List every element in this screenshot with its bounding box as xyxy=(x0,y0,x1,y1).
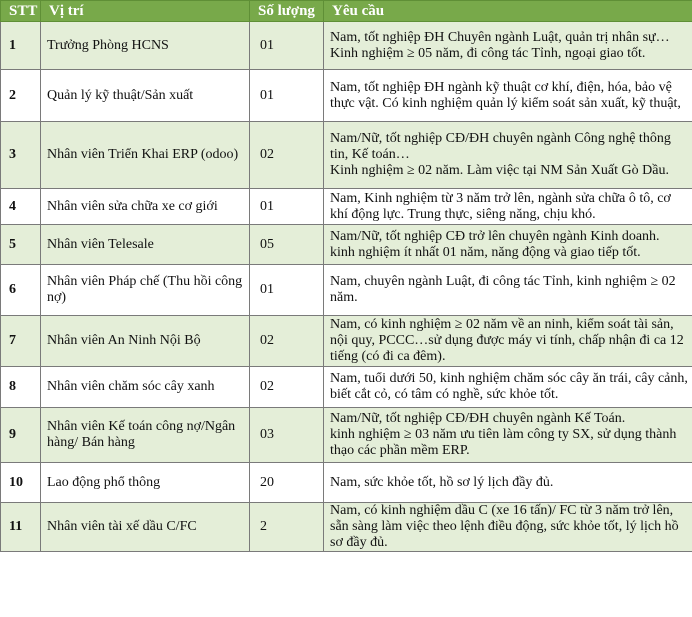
requirement-line: Nam/Nữ, tốt nghiệp CĐ/ĐH chuyên ngành Kế Toán. xyxy=(330,411,626,426)
table-row xyxy=(1,225,692,265)
row-stt: 7 xyxy=(1,316,41,367)
row-position: Trưởng Phòng HCNS xyxy=(41,22,250,70)
row-stt: 3 xyxy=(1,122,41,189)
requirement-line: Nam, tốt nghiệp ĐH ngành kỹ thuật cơ khí, điện, hóa, bảo vệ thực vật. Có kinh nghiệm quản lý kiểm soát sản xuất, kỹ thuật, xyxy=(330,79,681,111)
table-row xyxy=(1,367,692,408)
table-row xyxy=(1,265,692,316)
row-position: Nhân viên Telesale xyxy=(41,225,250,265)
row-quantity: 02 xyxy=(250,367,324,408)
row-stt: 11 xyxy=(1,503,41,552)
row-quantity: 02 xyxy=(250,316,324,367)
row-requirements xyxy=(324,408,692,463)
requirement-line: Nam/Nữ, tốt nghiệp CĐ trở lên chuyên ngành Kinh doanh. xyxy=(330,228,660,244)
row-requirements xyxy=(324,265,692,316)
requirement-line: Nam, có kinh nghiệm dầu C (xe 16 tấn)/ FC từ 3 năm trở lên, sẵn sàng làm việc theo lệnh điều động, sức khỏe tốt, lý lịch hồ sơ đầy đủ. xyxy=(330,503,679,550)
row-quantity: 20 xyxy=(250,463,324,503)
row-stt: 1 xyxy=(1,22,41,70)
row-quantity: 01 xyxy=(250,70,324,122)
row-position: Nhân viên An Ninh Nội Bộ xyxy=(41,316,250,367)
row-requirements xyxy=(324,367,692,408)
row-quantity: 01 xyxy=(250,22,324,70)
table-row xyxy=(1,463,692,503)
row-requirements xyxy=(324,189,692,225)
header-position: Vị trí xyxy=(41,1,250,22)
row-requirements xyxy=(324,122,692,189)
requirement-line: Nam/Nữ, tốt nghiệp CĐ/ĐH chuyên ngành Công nghệ thông tin, Kế toán… xyxy=(330,131,671,162)
row-stt: 4 xyxy=(1,189,41,225)
table-row xyxy=(1,122,692,189)
row-stt: 9 xyxy=(1,408,41,463)
header-quantity: Số lượng xyxy=(250,1,324,22)
row-position: Nhân viên tài xế dầu C/FC xyxy=(41,503,250,552)
table-body xyxy=(1,22,692,552)
requirement-line: Nam, có kinh nghiệm ≥ 02 năm về an ninh, kiểm soát tài sản, nội quy, PCCC…sử dụng được máy vi tính, chấp nhận đi ca 12 tiếng (có đi ca đêm). xyxy=(330,317,684,364)
requirement-line: Nam, sức khỏe tốt, hồ sơ lý lịch đầy đủ. xyxy=(330,474,554,490)
header-row xyxy=(1,1,692,22)
row-quantity: 03 xyxy=(250,408,324,463)
row-position: Lao động phổ thông xyxy=(41,463,250,503)
row-quantity: 01 xyxy=(250,189,324,225)
requirement-line: Nam, tốt nghiệp ĐH Chuyên ngành Luật, quản trị nhân sự… xyxy=(330,29,670,45)
row-stt: 6 xyxy=(1,265,41,316)
row-position: Nhân viên chăm sóc cây xanh xyxy=(41,367,250,408)
row-requirements xyxy=(324,316,692,367)
table-row xyxy=(1,408,692,463)
row-position: Nhân viên Triển Khai ERP (odoo) xyxy=(41,122,250,189)
row-position: Nhân viên Kế toán công nợ/Ngân hàng/ Bán hàng xyxy=(41,408,250,463)
row-stt: 10 xyxy=(1,463,41,503)
requirement-line: kinh nghiệm ≥ 03 năm ưu tiên làm công ty SX, sử dụng thành thạo các phần mềm ERP. xyxy=(330,427,677,458)
table-row xyxy=(1,503,692,552)
header-stt: STT xyxy=(1,1,41,22)
table-row xyxy=(1,70,692,122)
row-position: Nhân viên sửa chữa xe cơ giới xyxy=(41,189,250,225)
row-position: Quản lý kỹ thuật/Sản xuất xyxy=(41,70,250,122)
row-requirements xyxy=(324,70,692,122)
row-stt: 8 xyxy=(1,367,41,408)
requirement-line: Kinh nghiệm ≥ 05 năm, đi công tác Tỉnh, ngoại giao tốt. xyxy=(330,45,646,61)
requirement-line: Nam, chuyên ngành Luật, đi công tác Tỉnh, kinh nghiệm ≥ 02 năm. xyxy=(330,274,676,305)
row-quantity: 2 xyxy=(250,503,324,552)
row-stt: 2 xyxy=(1,70,41,122)
row-position: Nhân viên Pháp chế (Thu hồi công nợ) xyxy=(41,265,250,316)
requirement-line: Nam, tuổi dưới 50, kinh nghiệm chăm sóc cây ăn trái, cây cảnh, biết cắt cỏ, có tâm có nghề, sức khỏe tốt. xyxy=(330,371,688,402)
requirement-line: Kinh nghiệm ≥ 02 năm. Làm việc tại NM Sản Xuất Gò Dầu. xyxy=(330,163,669,178)
requirement-line: kinh nghiệm ít nhất 01 năm, năng động và giao tiếp tốt. xyxy=(330,244,641,260)
row-requirements xyxy=(324,22,692,70)
row-quantity: 02 xyxy=(250,122,324,189)
table-row xyxy=(1,316,692,367)
row-quantity: 01 xyxy=(250,265,324,316)
row-quantity: 05 xyxy=(250,225,324,265)
row-requirements xyxy=(324,225,692,265)
row-requirements xyxy=(324,503,692,552)
table-row xyxy=(1,22,692,70)
row-stt: 5 xyxy=(1,225,41,265)
table-header xyxy=(1,1,692,22)
row-requirements xyxy=(324,463,692,503)
table-row xyxy=(1,189,692,225)
requirement-line: Nam, Kinh nghiệm từ 3 năm trở lên, ngành sửa chữa ô tô, cơ khí động lực. Trung thực, siêng năng, chịu khó. xyxy=(330,190,671,222)
header-requirements: Yêu cầu xyxy=(324,1,692,22)
